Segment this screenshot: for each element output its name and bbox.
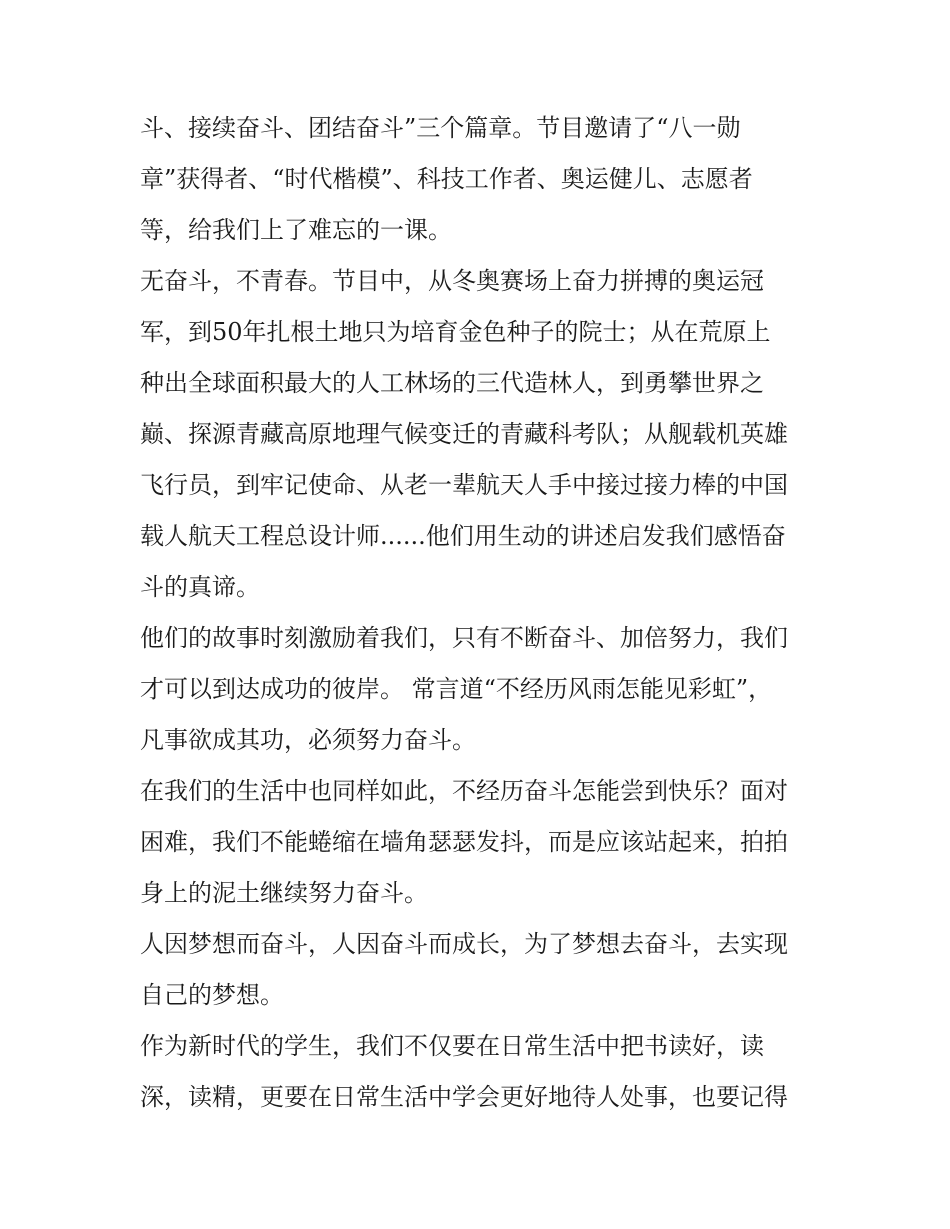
text-line: 种出全球面积最大的人工林场的三代造林人，到勇攀世界之 [140, 369, 764, 397]
text-line: 军，到50年扎根土地只为培育金色种子的院士；从在荒原上 [140, 318, 771, 346]
text-line: 身上的泥土继续努力奋斗。 [140, 879, 428, 907]
text-line: 凡事欲成其功，必须努力奋斗。 [140, 726, 476, 754]
text-line: 章”获得者、“时代楷模”、科技工作者、奥运健儿、志愿者 [140, 165, 753, 193]
text-line: 作为新时代的学生，我们不仅要在日常生活中把书读好，读 [140, 1032, 764, 1060]
text-line: 巅、探源青藏高原地理气候变迁的青藏科考队；从舰载机英雄 [140, 420, 788, 448]
text-line: 困难，我们不能蜷缩在墙角瑟瑟发抖，而是应该站起来，拍拍 [140, 828, 788, 856]
text-line: 斗的真谛。 [140, 573, 260, 601]
text-line: 他们的故事时刻激励着我们，只有不断奋斗、加倍努力，我们 [140, 624, 788, 652]
text-line: 无奋斗，不青春。节目中，从冬奥赛场上奋力拼搏的奥运冠 [140, 267, 764, 295]
text-line: 自己的梦想。 [140, 981, 284, 1009]
text-line: 等，给我们上了难忘的一课。 [140, 216, 452, 244]
text-line: 才可以到达成功的彼岸。 常言道“不经历风雨怎能见彩虹”， [140, 675, 773, 703]
text-line: 深，读精，更要在日常生活中学会更好地待人处事，也要记得 [140, 1083, 788, 1111]
text-line: 人因梦想而奋斗，人因奋斗而成长，为了梦想去奋斗，去实现 [140, 930, 788, 958]
text-line: 斗、接续奋斗、团结奋斗”三个篇章。节目邀请了“八一勋 [140, 114, 741, 142]
text-line: 飞行员，到牢记使命、从老一辈航天人手中接过接力棒的中国 [140, 471, 788, 499]
text-line: 载人航天工程总设计师......他们用生动的讲述启发我们感悟奋 [140, 522, 786, 550]
text-line: 在我们的生活中也同样如此，不经历奋斗怎能尝到快乐？面对 [140, 777, 788, 805]
